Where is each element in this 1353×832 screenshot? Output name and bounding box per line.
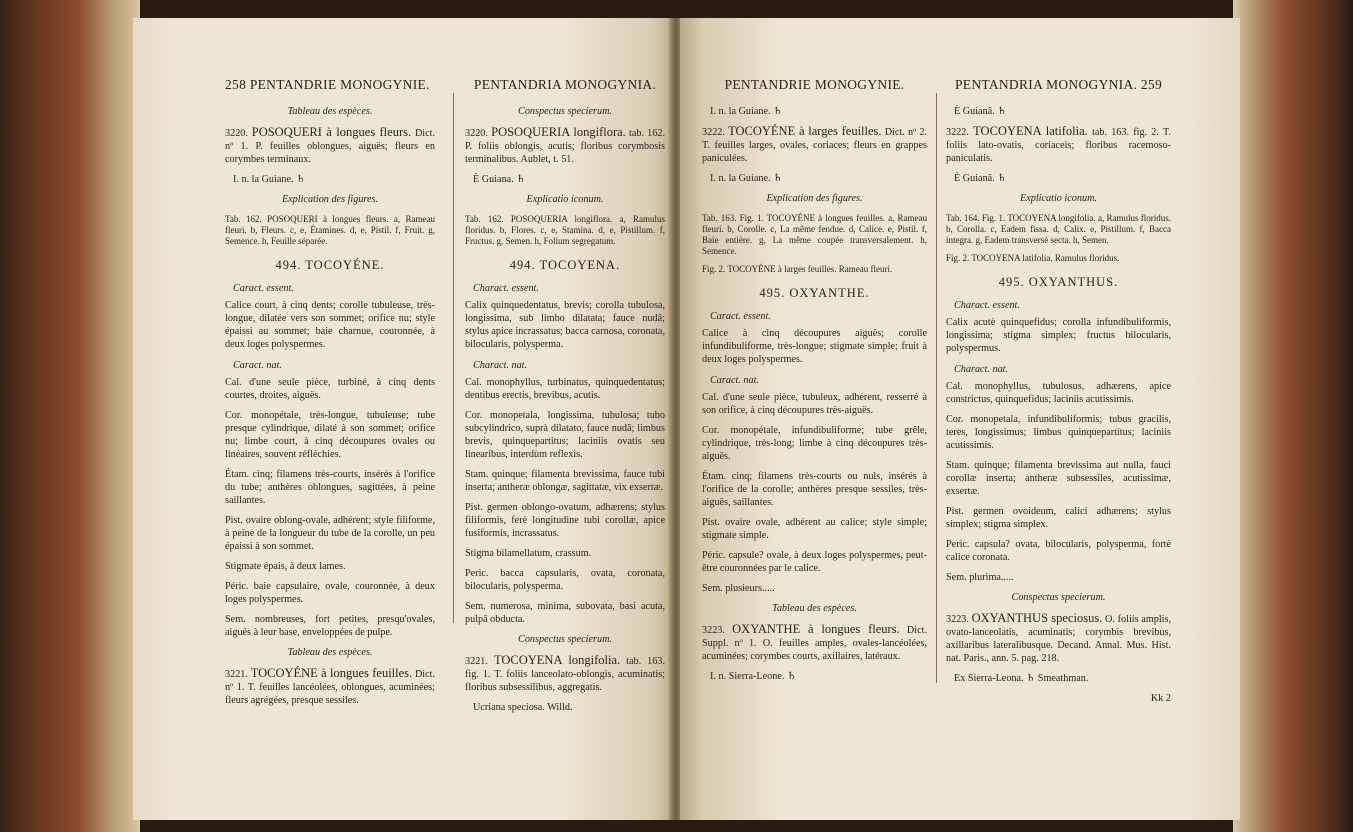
book-edge-right: [1233, 0, 1353, 832]
left-page-french-column: [225, 78, 435, 714]
character-text: Cal. monophyllus, tubulosus, adhærens, apice constrictus, quinquefidus; laciniis acutissimis.: [946, 381, 1171, 405]
character-text: Sem. plurima.....: [946, 572, 1014, 583]
running-head: PENTANDRIE MONOGYNIE.: [724, 77, 905, 92]
section-title: Explication des figures.: [281, 194, 379, 205]
character-text: Calice court, à cinq dents; corolle tubuleuse, très-longue, dilatée vers son sommet; orifice nu; style épaissi au sommet; baie charnue, couronnée, à deux loges polyspermes.: [225, 300, 435, 350]
character-text: Calix acutè quinquefidus; corolla infundibuliformis, longissima; stigma simplex; fructus bilocularis, polyspermus.: [946, 317, 1171, 354]
right-page-french-column: [702, 78, 927, 690]
character-text: Cal. monophyllus, turbinatus, quinquedentatus; dentibus erectis, brevibus, acutis.: [465, 377, 665, 401]
column-rule: [936, 93, 937, 683]
species-entry: 3223. OXYANTHUS speciosus. O. foliis amplis, ovato-lanceolatis, acuminatis; corymbis brevibus, axillaribus lateralibusque. Decand. Annal. Mus. Hist. nat. Paris., ann. 5. pag. 218.: [946, 611, 1172, 664]
subsection-label: Charact. essent.: [954, 300, 1020, 311]
section-title: Tableau des espèces.: [287, 647, 373, 658]
character-text: Calix quinquedentatus, brevis; corolla tubulosa, longissima, sub limbo dilatata; fauce nudâ; stylus apice incrassatus; bacca carnosa, coronata, bilocularis, polysperma.: [465, 300, 665, 350]
character-text: Pist. ovaire ovale, adhérent au calice; style simple; stigmate simple.: [702, 517, 927, 541]
character-text: Pist. ovaire oblong-ovale, adhérent; style filiforme, à peine de la longueur du tube de la corolle, un peu épaissi à son sommet.: [225, 515, 435, 552]
figure-explanation: Tab. 164. Fig. 1. TOCOYENA longifolia. a, Ramulus floridus. b, Corolla. c, Eadem fissa. d, Calix. e, Pistillum. f, Bacca integra. g, Eadem transversè secta. h, Semen.: [946, 213, 1171, 245]
left-page-latin-column: [465, 78, 665, 721]
character-text: Cor. monopetala, infundibuliformis; tubus gracilis, teres, longissimus; limbus quinquepartitus; laciniis acutissimis.: [946, 414, 1171, 451]
book-edge-left: [0, 0, 140, 832]
figure-explanation: Fig. 2. TOCOYÉNE à larges feuilles. Rameau fleuri.: [702, 264, 893, 274]
character-text: Pist. germen ovoideum, calici adhærens; stylus simplex; stigma simplex.: [946, 506, 1171, 530]
species-entry: 3220. POSOQUERI à longues fleurs. Dict. nº 1. P. feuilles oblongues, aiguës; fleurs en corymbes terminaux.: [225, 125, 436, 165]
running-head: PENTANDRIA MONOGYNIA. 259: [954, 77, 1163, 92]
character-text: Stam. quinque; filamenta brevissima aut nulla, fauci corollæ inserta; antheræ subsessiles, acutissimæ, exsertæ.: [946, 460, 1171, 497]
signature-mark: Kk 2: [1150, 693, 1171, 704]
section-title: Explicatio iconum.: [526, 194, 604, 205]
species-entry: 3221. TOCOYENA longifolia. tab. 163. fig. 1. T. foliis lanceolato-oblongis, acuminatis; floribus subsessilibus, aggregatis.: [465, 653, 666, 693]
section-title: Tableau des espèces.: [772, 603, 857, 614]
character-text: Sem. plusieurs.....: [702, 583, 775, 594]
locality: Ex Sierra-Leona. ♄ Smeathman.: [954, 673, 1089, 684]
section-title: Conspectus specierum.: [518, 106, 612, 117]
species-entry: 3222. TOCOYÉNE à larges feuilles. Dict. nº 2. T. feuilles larges, ovales, coriaces; fleurs en grappes paniculées.: [702, 124, 928, 164]
figure-explanation: Tab. 162. POSOQUERIA longiflora. a, Ramulus floridus. b, Flores. c, e, Stamina. d, e, Pistillum. f, Fructus. g, Semen. h, Folium segregatum.: [465, 214, 665, 246]
locality: È Guianâ. ♄: [954, 173, 1007, 184]
section-title: Explication des figures.: [766, 193, 863, 204]
locality: I. n. Sierra-Leone. ♄: [710, 671, 797, 682]
species-entry: 3221. TOCOYÉNE à longues feuilles. Dict. nº 1. T. feuilles lancéolées, oblongues, acuminées; fleurs agrégées, presque sessiles.: [225, 666, 436, 706]
locality: È Guianâ. ♄: [954, 106, 1007, 117]
figure-explanation: Tab. 163. Fig. 1. TOCOYÉNE à longues feuilles. a, Rameau fleuri. b, Corolle. c, La même fendue. d, Calice. e, Pistil. f, Baie entière. g, La même coupée transversalement. h, Semence.: [702, 213, 927, 256]
character-text: Cor. monopetala, longissima, tubulosa; tubo subcylindrico, suprà dilatato, fauce nudâ; limbus brevis, quinquepartitus; laciniis ovatis seu linearibus, interdùm reflexis.: [465, 410, 665, 460]
right-page: [680, 18, 1240, 820]
character-text: Péric. capsule? ovale, à deux loges polyspermes, peut-être couronnées par le calice.: [702, 550, 927, 574]
character-text: Cor. monopétale, très-longue, tubuleuse; tube presque cylindrique, dilaté à son sommet; orifice nu; limbe court, à cinq découpures ovales ou linéaires, souvent réfléchies.: [225, 410, 435, 460]
character-text: Peric. bacca capsularis, ovata, coronata, bilocularis, polysperma.: [465, 568, 665, 592]
locality: È Guiana. ♄: [473, 174, 526, 185]
subsection-label: Charact. essent.: [473, 283, 539, 294]
genus-title: 494. TOCOYENA.: [509, 258, 621, 272]
character-text: Sem. numerosa, minima, subovata, basi acuta, pulpâ obducta.: [465, 601, 665, 625]
species-entry: 3220. POSOQUERIA longiflora. tab. 162. P. foliis oblongis, acutis; floribus corymbosis terminalibus. Aublet, t. 51.: [465, 125, 666, 165]
character-text: Cal. d'une seule pièce, tubuleux, adhérent, resserré à son orifice, à cinq découpures très-aiguës.: [702, 392, 927, 416]
section-title: Conspectus specierum.: [518, 634, 612, 645]
character-text: Peric. capsula? ovata, bilocularis, polysperma, fortè calice coronata.: [946, 539, 1171, 563]
character-text: Cor. monopétale, infundibuliforme; tube grêle, cylindrique, très-long; limbe à cinq découpures très-aiguës.: [702, 425, 927, 462]
section-title: Tableau des espèces.: [287, 106, 373, 117]
subsection-label: Charact. nat.: [954, 364, 1009, 375]
genus-title: 494. TOCOYÉNE.: [275, 258, 385, 272]
subsection-label: Caract. essent.: [710, 311, 771, 322]
running-head: PENTANDRIA MONOGYNIA.: [473, 77, 657, 92]
subsection-label: Caract. nat.: [710, 375, 759, 386]
subsection-label: Caract. nat.: [233, 360, 282, 371]
character-text: Pist. germen oblongo-ovatum, adhærens; stylus filiformis, ferè longitudine tubi corollæ, apice fusiformis, incrassatus.: [465, 502, 665, 539]
section-title: Conspectus specierum.: [1011, 592, 1106, 603]
character-text: Stigma bilamellatum, crassum.: [465, 548, 592, 559]
genus-title: 495. OXYANTHE.: [759, 286, 870, 300]
locality: I. n. la Guiane. ♄: [710, 173, 783, 184]
subsection-label: Caract. essent.: [233, 283, 294, 294]
locality: I. n. la Guiane. ♄: [710, 106, 783, 117]
synonym: Ucriana speciosa. Willd.: [473, 702, 573, 713]
character-text: Stigmate épais, à deux lames.: [225, 561, 346, 572]
character-text: Sem. nombreuses, fort petites, presqu'ovales, aiguës à leur base, enveloppées de pulpe.: [225, 614, 435, 638]
character-text: Calice à cinq découpures aiguës; corolle infundibuliforme, très-longue; stigmate simple; fruit à deux loges polyspermes.: [702, 328, 927, 365]
running-head: 258 PENTANDRIE MONOGYNIE.: [225, 77, 430, 92]
character-text: Stam. quinque; filamenta brevissima, fauce tubi inserta; antheræ oblongæ, sagittatæ, vix exsertæ.: [465, 469, 665, 493]
species-entry: 3222. TOCOYENA latifolia. tab. 163. fig. 2. T. foliis lato-ovatis, coriaceis; floribus racemoso-paniculatis.: [946, 124, 1171, 164]
character-text: Étam. cinq; filamens très-courts ou nuls, insérés à l'orifice de la corolle; anthères presque sessiles, très-aiguës, saillantes.: [702, 471, 927, 508]
genus-title: 495. OXYANTHUS.: [998, 275, 1119, 289]
character-text: Étam. cinq; filamens très-courts, insérés à l'orifice du tube; anthères oblongues, sagittées, à peine saillantes.: [225, 469, 435, 506]
figure-explanation: Tab. 162. POSOQUERI à longues fleurs. a, Rameau fleuri. b, Fleurs. c, e, Étamines. d, e, Pistil. f, Fruit. g, Semence. h, Feuille séparée.: [225, 214, 435, 246]
left-page: [133, 18, 673, 820]
character-text: Péric. baie capsulaire, ovale, couronnée, à deux loges polyspermes.: [225, 581, 435, 605]
species-entry: 3223. OXYANTHE à longues fleurs. Dict. Suppl. nº 1. O. feuilles amples, ovales-lancéolées, acuminées; corymbes courts, axillaires, latéraux.: [702, 622, 928, 662]
subsection-label: Charact. nat.: [473, 360, 528, 371]
right-page-latin-column: [946, 78, 1171, 705]
character-text: Cal. d'une seule pièce, turbiné, à cinq dents courtes, droites, aiguës.: [225, 377, 435, 401]
column-rule: [453, 93, 454, 623]
figure-explanation: Fig. 2. TOCOYENA latifolia. Ramulus floridus.: [946, 253, 1120, 263]
section-title: Explicatio iconum.: [1020, 193, 1097, 204]
locality: I. n. la Guiane. ♄: [233, 174, 306, 185]
